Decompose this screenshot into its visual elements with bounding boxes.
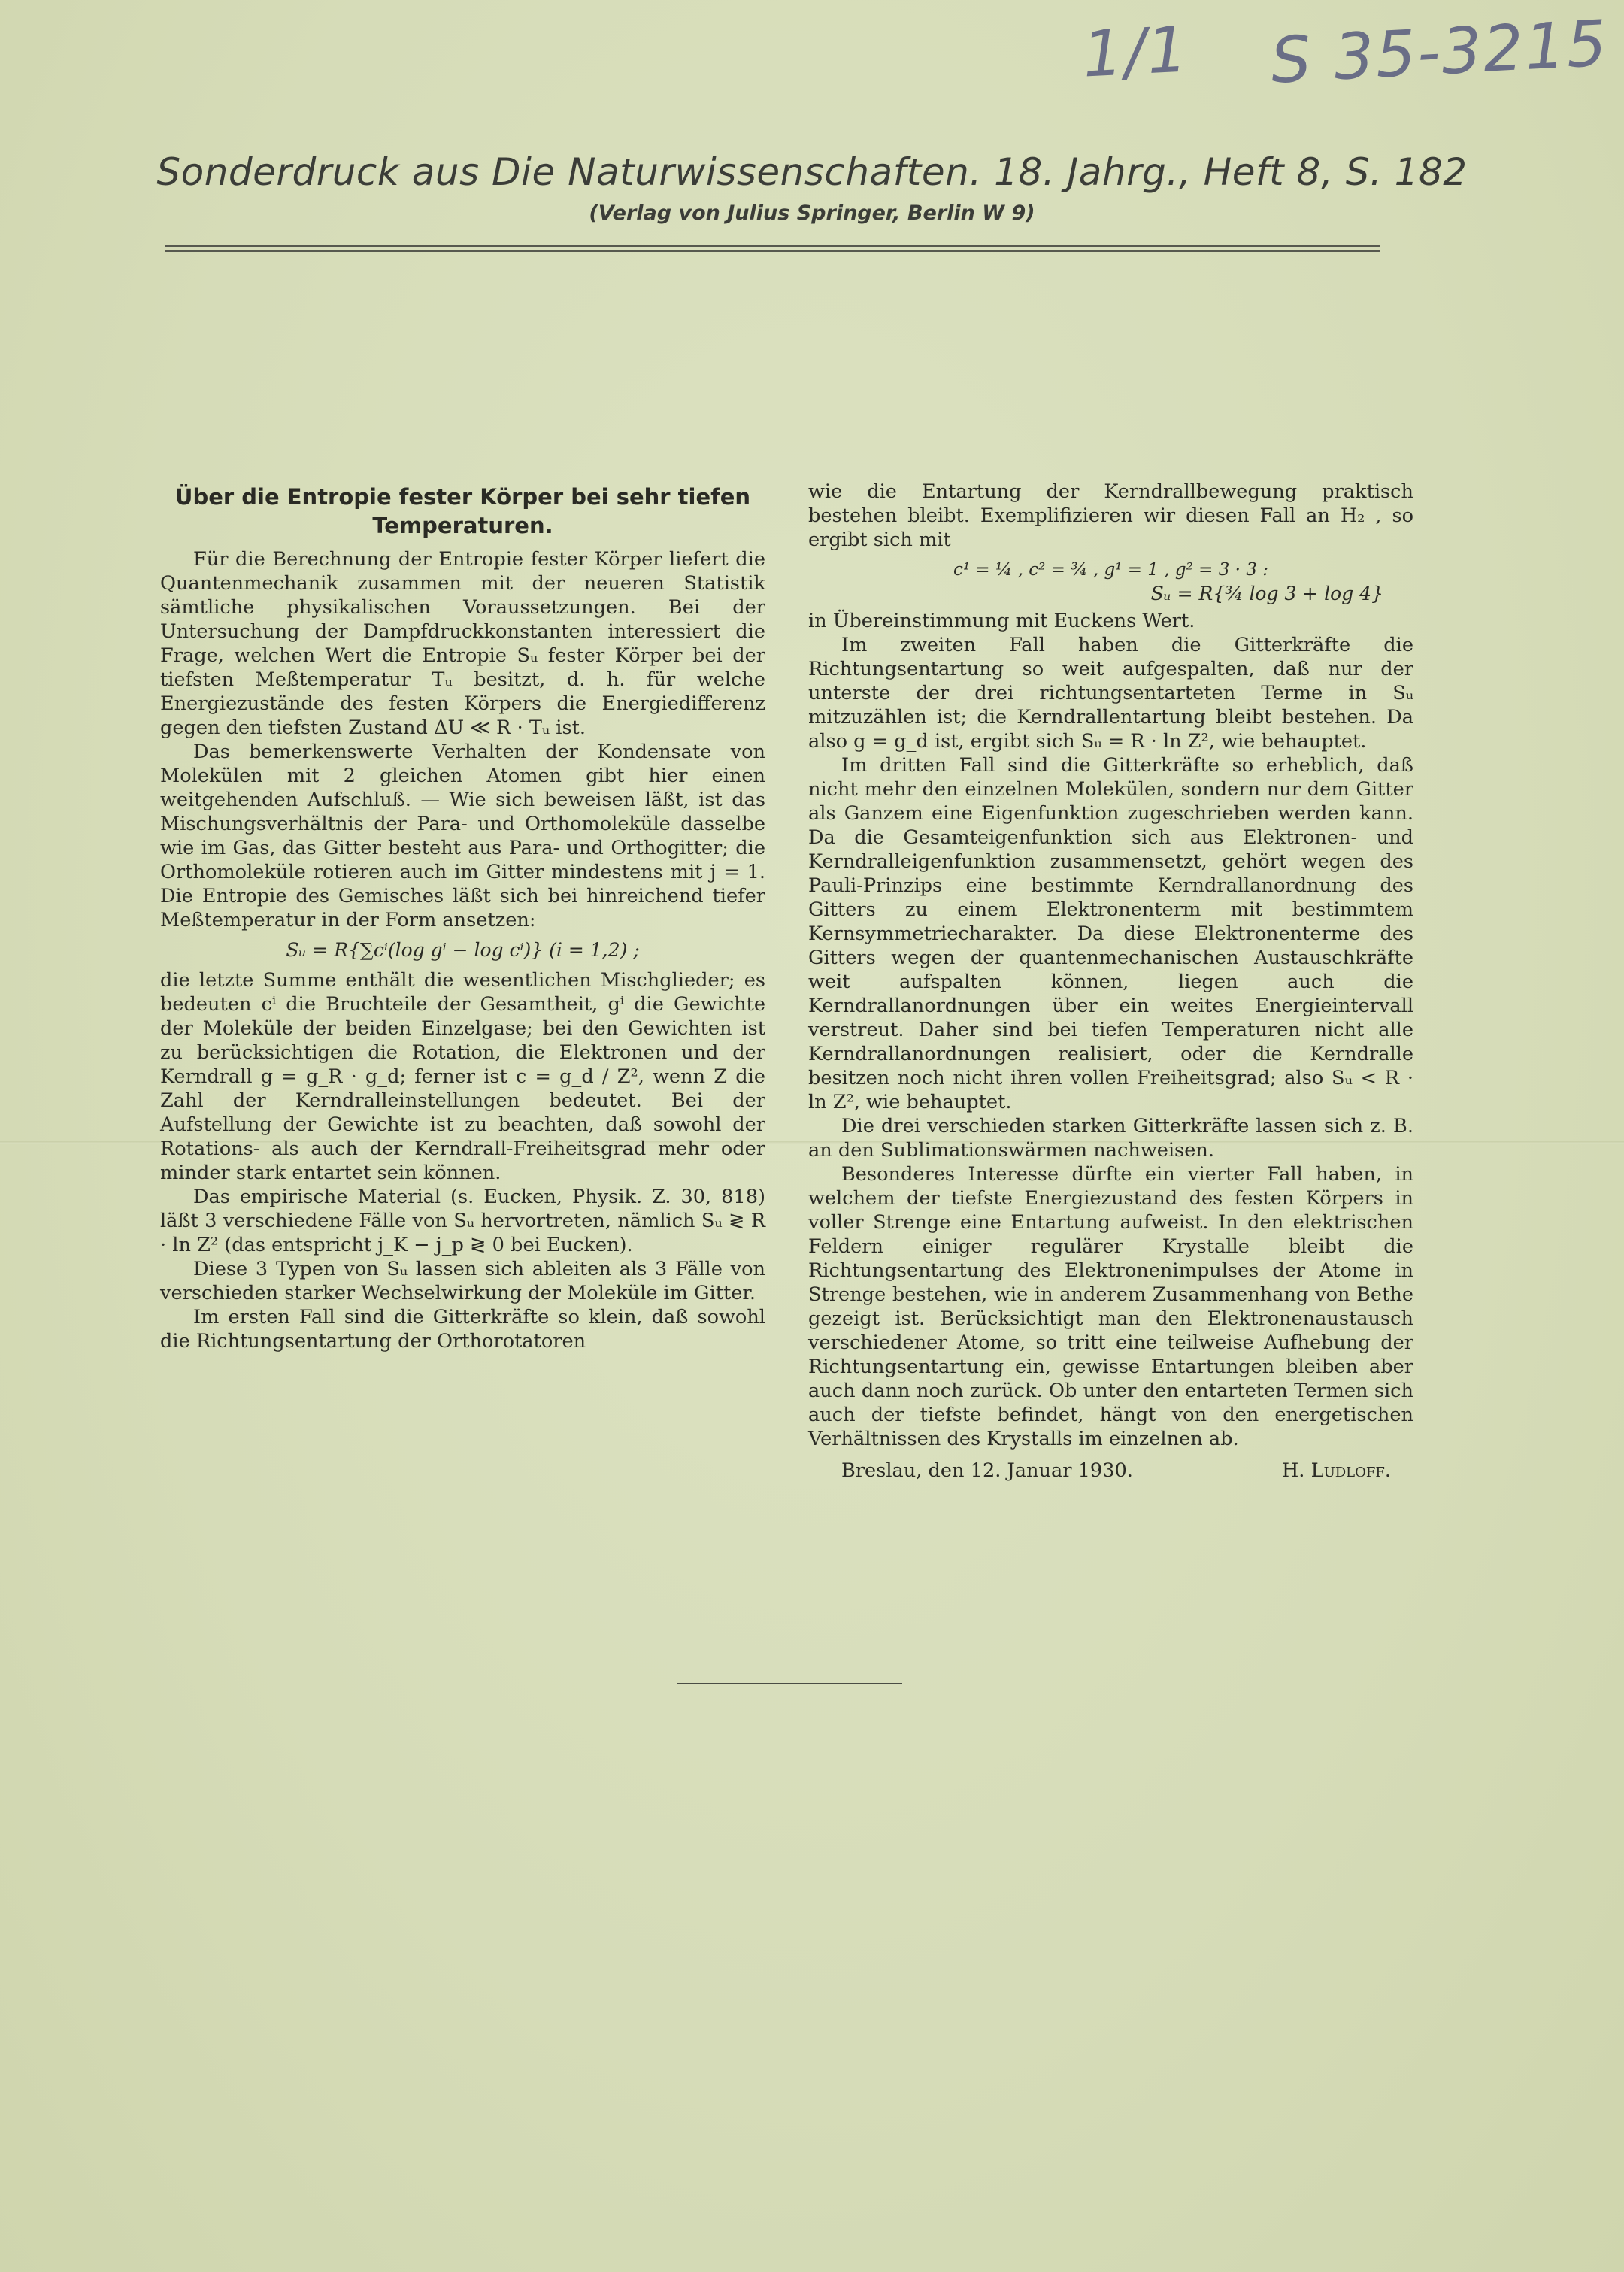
signature-line [808, 1459, 1413, 1483]
paragraph: Das bemerkenswerte Verhalten der Kondensate von Molekülen mit 2 gleichen Atomen gibt hier einen weitgehenden Aufschluß. — Wie sich beweisen läßt, ist das Mischungsverhältnis der Para- und Orthomoleküle dasselbe wie im Gas, das Gitter besteht aus Para- und Orthogitter; die Orthomoleküle rotieren auch im Gitter mindestens mit j = 1. Die Entropie des Gemisches läßt sich bei hinreichend tiefer Meßtemperatur in der Form ansetzen: [160, 741, 765, 932]
paragraph: Das empirische Material (s. Eucken, Physik. Z. 30, 818) läßt 3 verschiedene Fälle von Sᵤ hervortreten, nämlich Sᵤ ≷ R · ln Z² (das entspricht j_K − j_p ≷ 0 bei Eucken). [160, 1186, 765, 1256]
paragraph: die letzte Summe enthält die wesentlichen Mischglieder; es bedeuten cⁱ die Bruchteile der Gesamtheit, gⁱ die Gewichte der Moleküle der beiden Einzelgase; bei den Gewichten ist zu berücksichtigen die Rotation, die Elektronen und der Kerndrall g = g_R · g_d; ferner ist c = g_d / Z², wenn Z die Zahl der Kerndralleinstellungen bedeutet. Bei der Aufstellung der Gewichte ist zu beachten, daß sowohl der Rotations- als auch der Kerndrall-Freiheitsgrad mehr oder minder stark entartet sein können. [160, 969, 765, 1184]
weights-formula: c¹ = ¼ , c² = ¾ , g¹ = 1 , g² = 3 · 3 : [953, 560, 1268, 580]
left-column [160, 480, 765, 1353]
masthead [0, 150, 1624, 225]
paragraph: Für die Berechnung der Entropie fester Körper liefert die Quantenmechanik zusammen mit der neueren Statistik sämtliche physikalischen Voraussetzungen. Bei der Untersuchung der Dampfdruckkonstanten interessiert die Frage, welchen Wert die Entropie Sᵤ fester Körper bei der tiefsten Meßtemperatur Tᵤ besitzt, d. h. für welche Energiezustände des festen Körpers die Energiedifferenz gegen den tiefsten Zustand ΔU ≪ R · Tᵤ ist. [160, 548, 765, 739]
paragraph: Im ersten Fall sind die Gitterkräfte so klein, daß sowohl die Richtungsentartung der Orthorotatoren [160, 1306, 765, 1353]
paragraph: Diese 3 Typen von Sᵤ lassen sich ableiten als 3 Fälle von verschieden starker Wechselwirkung der Moleküle im Gitter. [160, 1258, 765, 1304]
article-title: Über die Entropie fester Körper bei sehr tiefen Temperaturen. [174, 484, 751, 538]
paragraph: Besonderes Interesse dürfte ein vierter Fall haben, in welchem der tiefste Energiezustand des festen Körpers in voller Strenge eine Entartung aufweist. In den elektrischen Feldern einiger regulärer Krystalle bleibt die Richtungsentartung des Elektronenimpulses der Atome in Strenge bestehen, wie in anderem Zusammenhang von Bethe gezeigt ist. Berücksichtigt man den Elektronenaustausch verschiedener Atome, so tritt eine teilweise Aufhebung der Richtungsentartung ein, gewisse Entartungen bleiben aber auch dann noch zurück. Ob unter den entarteten Termen sich auch der tiefste befindet, hängt von den energetischen Verhältnissen des Krystalls im einzelnen ab. [808, 1163, 1413, 1450]
paragraph: Die drei verschieden starken Gitterkräfte lassen sich z. B. an den Sublimationswärmen nachweisen. [808, 1115, 1413, 1162]
entropy-formula: Sᵤ = R{∑cⁱ(log gⁱ − log cⁱ)} (i = 1,2) ; [286, 939, 640, 961]
handwritten-note-a: 1/1 [1080, 12, 1191, 92]
offprint-source: Sonderdruck aus Die Naturwissenschaften. 18. Jahrg., Heft 8, S. 182 [156, 150, 1468, 194]
hydrogen-entropy-formula: Sᵤ = R{¾ log 3 + log 4} [1150, 583, 1383, 604]
author-name: H. Ludloff. [1281, 1459, 1391, 1482]
paragraph: Im dritten Fall sind die Gitterkräfte so erheblich, daß nicht mehr den einzelnen Molekülen, sondern nur dem Gitter als Ganzem eine Eigenfunktion zugeschrieben werden kann. Da die Gesamteigenfunktion sich aus Elektronen- und Kerndralleigenfunktion zusammensetzt, gehört wegen des Pauli-Prinzips eine bestimmte Kerndrallanordnung des Gitters zu einem Elektronenterm mit bestimmtem Kernsymmetriecharakter. Da diese Elektronenterme des Gitters wegen der quantenmechanischen Austauschkräfte weit aufspalten können, liegen auch die Kerndrallanordnungen über ein weites Energieintervall verstreut. Daher sind bei tiefen Temperaturen nicht alle Kerndrallanordnungen realisiert, oder die Kerndralle besitzen noch nicht ihren vollen Freiheitsgrad; also Sᵤ < R · ln Z², wie behauptet. [808, 754, 1413, 1113]
handwritten-note-b: S 35-3215 [1268, 6, 1610, 98]
header-rule-upper [165, 245, 1380, 247]
right-column [808, 480, 1413, 1483]
paragraph: in Übereinstimmung mit Euckens Wert. [808, 610, 1195, 632]
paragraph: Im zweiten Fall haben die Gitterkräfte die Richtungsentartung so weit aufgespalten, daß nur der unterste der drei richtungsentarteten Terme in Sᵤ mitzuzählen ist; die Kerndrallentartung bleibt bestehen. Da also g = g_d ist, ergibt sich Sᵤ = R · ln Z², wie behauptet. [808, 634, 1413, 753]
paragraph: wie die Entartung der Kerndrallbewegung praktisch bestehen bleibt. Exemplifizieren wir diesen Fall an H₂ , so ergibt sich mit [808, 480, 1413, 551]
place-date: Breslau, den 12. Januar 1930. [841, 1459, 1133, 1482]
end-rule [677, 1683, 902, 1684]
publisher-line: (Verlag von Julius Springer, Berlin W 9) [589, 201, 1035, 225]
header-rule-lower [165, 250, 1380, 252]
